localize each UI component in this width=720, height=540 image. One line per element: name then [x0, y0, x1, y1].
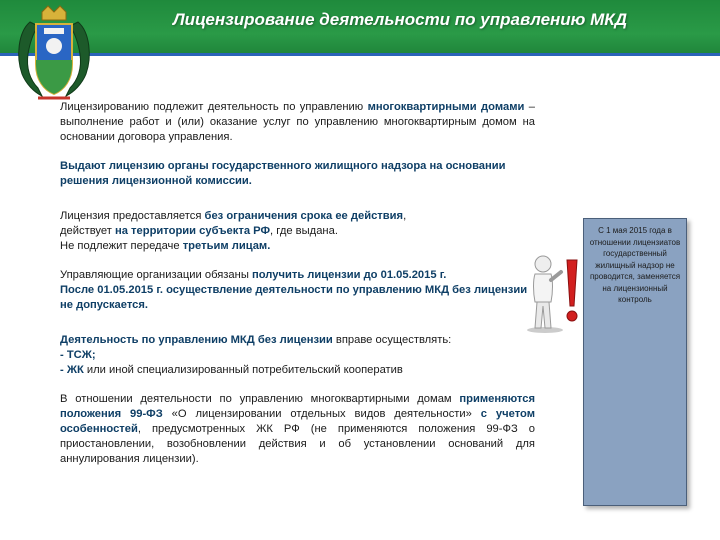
paragraph-deadline: Управляющие организации обязаны получить лицензии до 01.05.2015 г. После 01.05.2015 г. осуществление деятельности по управлению МКД без лицензии не допускается. [60, 269, 528, 311]
coat-of-arms-icon [8, 2, 100, 106]
page-title: Лицензирование деятельности по управлению МКД [172, 10, 627, 29]
paragraph-license-validity: Лицензия предоставляется без ограничения срока ее действия, действует на территории субъекта РФ, где выдана. Не подлежит передаче третьим лицам. [60, 210, 407, 252]
sidebar-note: С 1 мая 2015 года в отношении лицензиатов государственный жилищный надзор не проводится, заменяется на лицензионный контроль [583, 218, 687, 506]
paragraph-licensing-subject: Лицензированию подлежит деятельность по управлению многоквартирными домами – выполнение работ и (или) оказание услуг по управлению многоквартирным домом на основании договора управления. [60, 101, 535, 143]
paragraph-99fz: В отношении деятельности по управлению многоквартирными домам применяются положения 99-ФЗ «О лицензировании отдельных видов деятельности» с учетом особенностей, предусмотренных ЖК РФ (не применяются положения 99-ФЗ о приостановлении, возобновлении действия и об установлении оснований для аннулирования лицензии). [60, 393, 535, 465]
paragraph-issuing-authority: Выдают лицензию органы государственного жилищного надзора на основании решения лицензионной комиссии. [60, 160, 506, 187]
person-exclamation-icon [523, 250, 583, 335]
main-content [60, 100, 535, 481]
paragraph-exemptions: Деятельность по управлению МКД без лицензии вправе осуществлять: - ТСЖ; - ЖК или иной специализированный потребительский кооператив [60, 334, 452, 376]
